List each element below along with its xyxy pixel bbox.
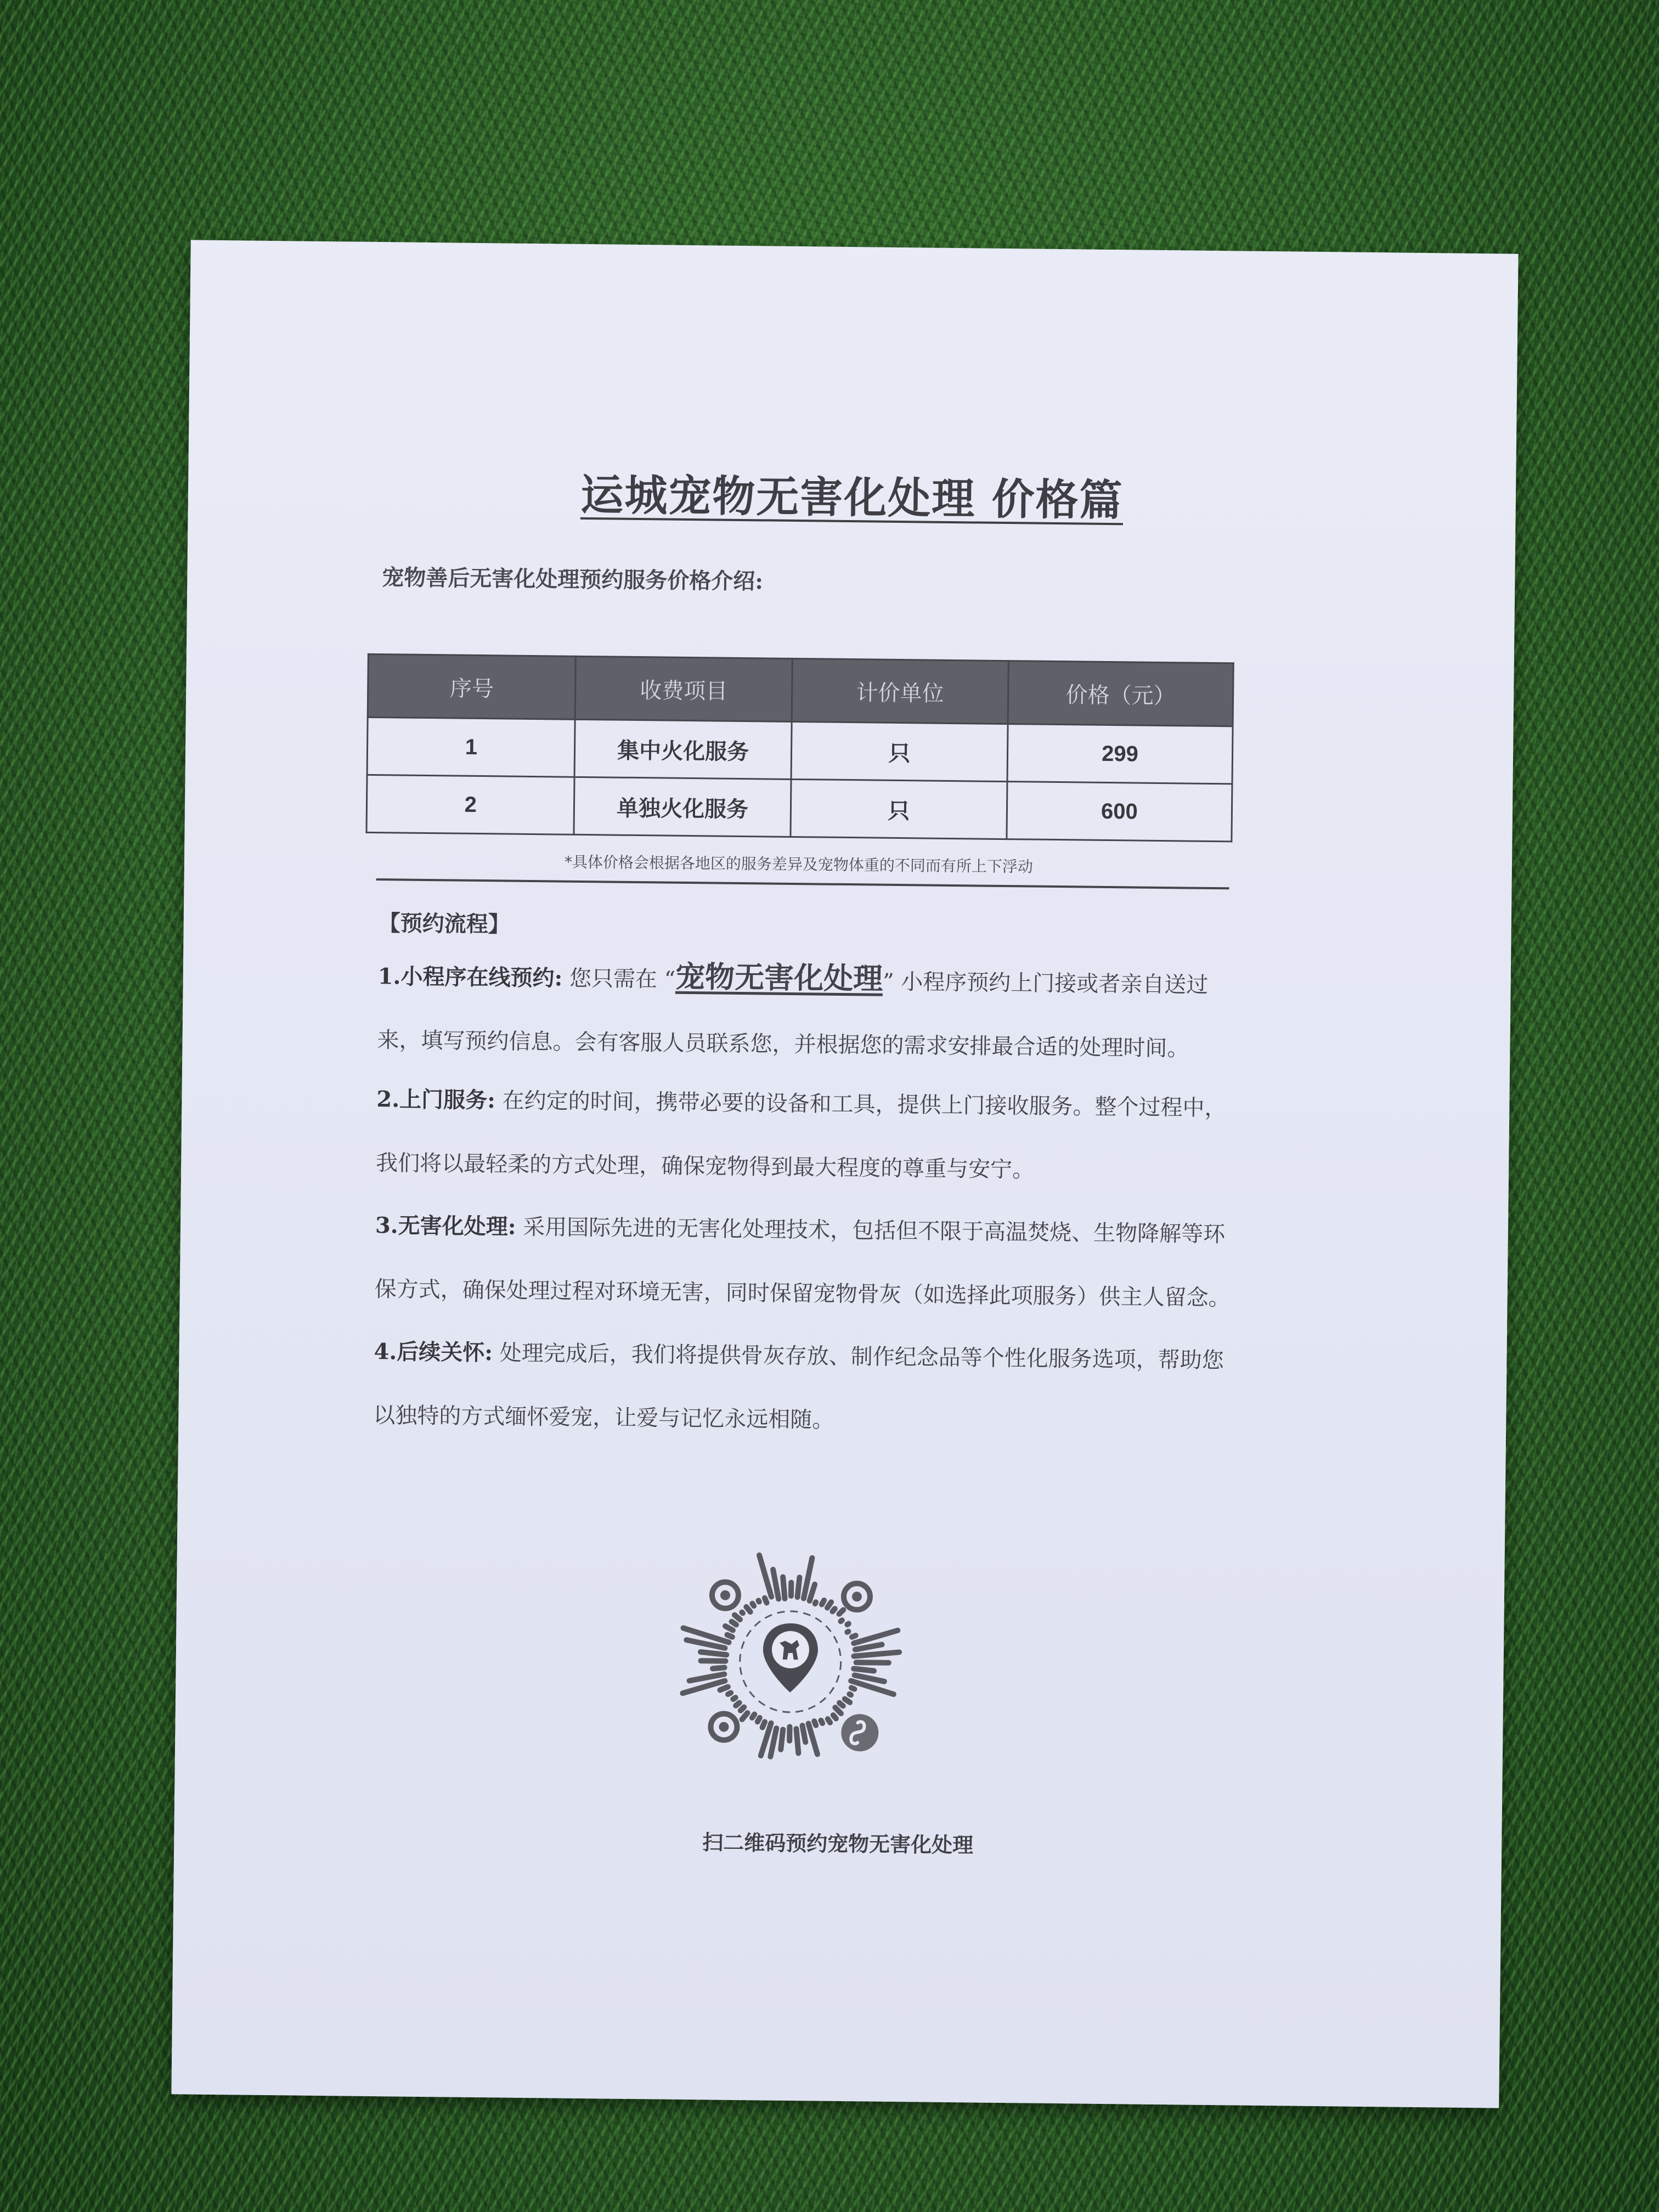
step-3-text: 采用国际先进的无害化处理技术，包括但不限于高温焚烧、生物降解等环保方式，确保处理过程对环境无害，同时保留宠物骨灰（如选择此项服务）供主人留念。 [374, 1214, 1231, 1311]
corner-marker-bl [710, 1713, 737, 1740]
row-index: 2 [366, 775, 575, 834]
step-1-pre: 您只需在 [569, 966, 658, 992]
qr-ray [698, 1658, 728, 1664]
header-item: 收费项目 [575, 656, 792, 721]
row-unit: 只 [791, 779, 1007, 839]
step-1 [377, 941, 1239, 1081]
brand-name: 宠物无害化处理 [675, 958, 883, 996]
step-1-label: 1.小程序在线预约: [377, 963, 563, 991]
qr-ray [778, 1726, 786, 1753]
corner-marker-tr [844, 1583, 871, 1610]
open-quote: “ [664, 967, 676, 992]
qr-ray [854, 1660, 891, 1666]
mini-program-code-icon[interactable] [674, 1545, 906, 1778]
table-row [367, 717, 1233, 784]
qr-ray [793, 1726, 802, 1756]
step-1-text: 小程序预约上门接或者亲自送过来，填写预约信息。会有客服人员联系您，并根据您的需求安排最合适的处理时间。 [377, 969, 1209, 1062]
table-row [366, 775, 1232, 842]
step-2-text: 在约定的时间，携带必要的设备和工具，提供上门接收服务。整个过程中，我们将以最轻柔的方式处理，确保宠物得到最大程度的尊重与安宁。 [375, 1088, 1227, 1183]
header-unit: 计价单位 [792, 658, 1008, 724]
qr-caption: 扫二维码预约宠物无害化处理 [702, 1830, 974, 1858]
price-note: *具体价格会根据各地区的服务差异及宠物体重的不同而有所上下浮动 [564, 853, 1034, 876]
step-3-label: 3.无害化处理: [375, 1212, 516, 1240]
row-item: 单独火化服务 [574, 777, 791, 837]
step-2-label: 2.上门服务: [376, 1086, 496, 1114]
divider [376, 878, 1229, 889]
printed-sheet [171, 240, 1518, 2108]
pet-location-pin-icon [763, 1623, 818, 1692]
qr-ray [843, 1620, 852, 1628]
qr-ray [837, 1616, 845, 1625]
step-4 [373, 1320, 1235, 1456]
step-4-text: 处理完成后，我们将提供骨灰存放、制作纪念品等个性化服务选项，帮助您以独特的方式缅怀爱宠，让爱与记忆永远相随。 [373, 1340, 1224, 1433]
page-title: 运城宠物无害化处理 价格篇 [580, 470, 1124, 526]
process-heading: 【预约流程】 [378, 910, 510, 938]
qr-ray [788, 1580, 794, 1599]
qr-ray [848, 1684, 858, 1692]
step-4-label: 4.后续关怀: [374, 1339, 493, 1366]
qr-ray [780, 1574, 788, 1601]
header-price: 价格（元） [1008, 661, 1233, 726]
row-item: 集中火化服务 [575, 719, 792, 779]
header-index: 序号 [368, 654, 576, 719]
close-quote: ” [882, 969, 894, 995]
step-3 [374, 1194, 1237, 1330]
row-unit: 只 [791, 721, 1008, 781]
row-index: 1 [367, 717, 575, 777]
qr-ray [787, 1724, 792, 1743]
step-2 [376, 1068, 1238, 1204]
table-header-row [368, 654, 1233, 726]
qr-ray [710, 1664, 727, 1672]
row-price: 299 [1007, 724, 1233, 784]
page-subtitle: 宠物善后无害化处理预约服务价格介绍: [382, 565, 764, 595]
corner-marker-tl [712, 1582, 739, 1609]
price-table [365, 653, 1234, 843]
row-price: 600 [1007, 782, 1232, 842]
mini-program-badge-icon [841, 1714, 879, 1752]
